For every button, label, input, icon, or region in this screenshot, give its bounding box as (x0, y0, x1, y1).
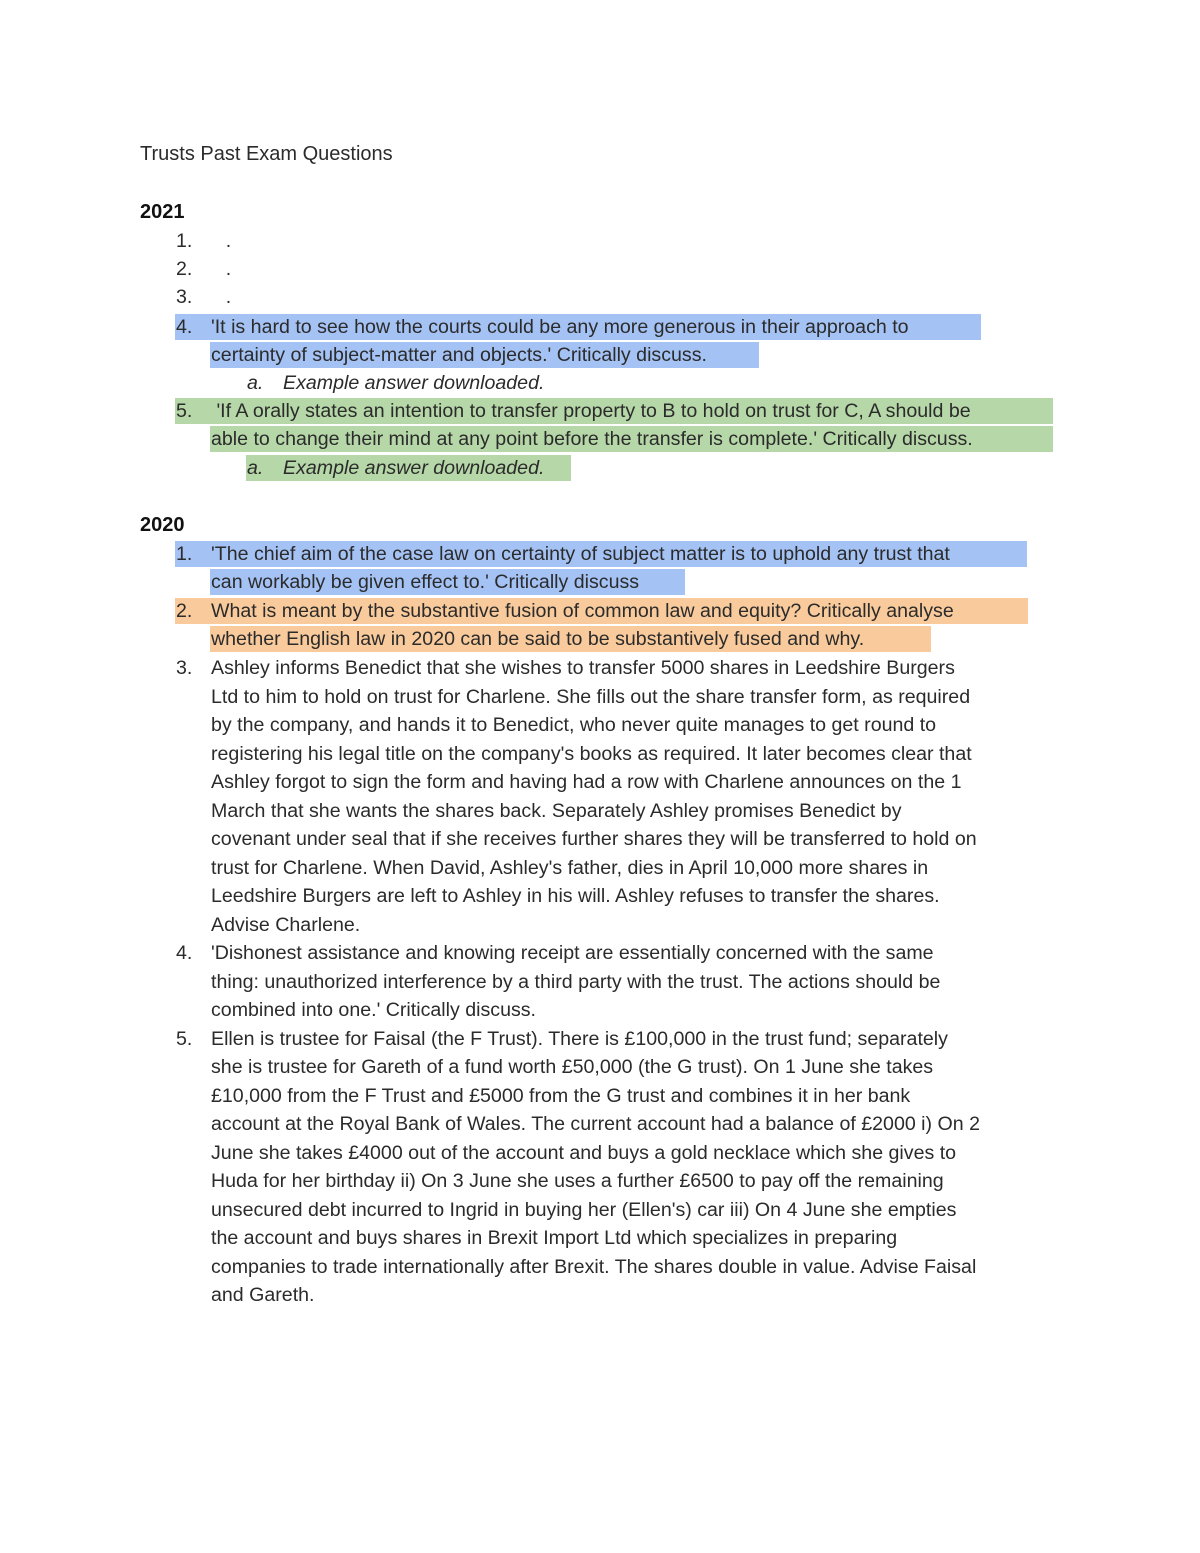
sub-letter: a. (247, 457, 264, 479)
list-number: 4. (176, 942, 193, 964)
list-text-line: able to change their mind at any point before the transfer is complete.' Critically discuss. (211, 428, 973, 450)
document-title: Trusts Past Exam Questions (140, 143, 393, 165)
list-text-line: Leedshire Burgers are left to Ashley in his will. Ashley refuses to transfer the shares. (211, 885, 940, 907)
list-item-2021-3 (176, 283, 231, 311)
list-item-2021-5 (176, 397, 971, 425)
list-number: 3. (176, 286, 193, 308)
list-item-2020-5 (176, 1025, 948, 1053)
list-text-line: companies to trade internationally after Brexit. The shares double in value. Advise Faisal (211, 1256, 977, 1278)
list-number: 1. (176, 230, 193, 252)
sub-text: Example answer downloaded. (283, 457, 545, 479)
list-text-line: 'The chief aim of the case law on certainty of subject matter is to uphold any trust that (211, 543, 950, 565)
list-text-line: and Gareth. (211, 1284, 315, 1306)
list-number: 2. (176, 258, 193, 280)
list-item-2021-4 (176, 313, 909, 341)
list-text-line: £10,000 from the F Trust and £5000 from the G trust and combines it in her bank (211, 1085, 911, 1107)
sub-text: Example answer downloaded. (283, 372, 545, 394)
list-text-line: March that she wants the shares back. Separately Ashley promises Benedict by (211, 800, 902, 822)
list-number: 5. (176, 400, 193, 422)
list-text-line: What is meant by the substantive fusion of common law and equity? Critically analyse (211, 600, 954, 622)
sub-item-example-answer (247, 454, 544, 482)
list-number: 2. (176, 600, 193, 622)
list-text-line: June she takes £4000 out of the account and buys a gold necklace which she gives to (211, 1142, 957, 1164)
list-item-2020-3 (176, 654, 955, 682)
list-item-2020-4 (176, 939, 934, 967)
list-text-line: 'It is hard to see how the courts could be any more generous in their approach to (211, 316, 909, 338)
list-text-line: Ellen is trustee for Faisal (the F Trust). There is £100,000 in the trust fund; separately (211, 1028, 948, 1050)
list-text: . (225, 258, 232, 280)
list-text-line: can workably be given effect to.' Critically discuss (211, 571, 640, 593)
list-item-2021-1 (176, 227, 231, 255)
list-text-line: covenant under seal that if she receives further shares they will be transferred to hold on (211, 828, 977, 850)
list-text-line: Ashley forgot to sign the form and having had a row with Charlene announces on the 1 (211, 771, 962, 793)
list-text-line: unsecured debt incurred to Ingrid in buying her (Ellen's) car iii) On 4 June she empties (211, 1199, 957, 1221)
list-text-line: Ashley informs Benedict that she wishes to transfer 5000 shares in Leedshire Burgers (211, 657, 955, 679)
list-item-2021-2 (176, 255, 231, 283)
list-text-line: registering his legal title on the company's books as required. It later becomes clear that (211, 743, 972, 765)
list-item-2020-2 (176, 597, 954, 625)
list-text-line: Advise Charlene. (211, 914, 361, 936)
list-text-line: Ltd to him to hold on trust for Charlene. She fills out the share transfer form, as required (211, 686, 971, 708)
list-text: . (225, 230, 232, 252)
list-text-line: she is trustee for Gareth of a fund worth £50,000 (the G trust). On 1 June she takes (211, 1056, 934, 1078)
list-text-line: the account and buys shares in Brexit Import Ltd which specializes in preparing (211, 1227, 898, 1249)
sub-letter: a. (247, 372, 264, 394)
list-text-line: trust for Charlene. When David, Ashley's father, dies in April 10,000 more shares in (211, 857, 929, 879)
year-heading-2020: 2020 (140, 514, 185, 536)
list-text-line: Huda for her birthday ii) On 3 June she uses a further £6500 to pay off the remaining (211, 1170, 944, 1192)
list-text-line: whether English law in 2020 can be said to be substantively fused and why. (211, 628, 865, 650)
list-item-2020-1 (176, 540, 950, 568)
list-number: 5. (176, 1028, 193, 1050)
list-text: . (225, 286, 232, 308)
list-text-line: 'Dishonest assistance and knowing receipt are essentially concerned with the same (211, 942, 934, 964)
list-number: 1. (176, 543, 193, 565)
sub-item-example-answer (247, 369, 544, 397)
year-heading-2021: 2021 (140, 201, 185, 223)
list-text-line: certainty of subject-matter and objects.' Critically discuss. (211, 344, 707, 366)
list-text-line: by the company, and hands it to Benedict, who never quite manages to get round to (211, 714, 937, 736)
list-text-line: account at the Royal Bank of Wales. The current account had a balance of £2000 i) On 2 (211, 1113, 980, 1135)
list-number: 4. (176, 316, 193, 338)
list-text-line: thing: unauthorized interference by a third party with the trust. The actions should be (211, 971, 941, 993)
list-text-line: combined into one.' Critically discuss. (211, 999, 536, 1021)
list-text-line: 'If A orally states an intention to transfer property to B to hold on trust for C, A should be (211, 400, 971, 422)
list-number: 3. (176, 657, 193, 679)
